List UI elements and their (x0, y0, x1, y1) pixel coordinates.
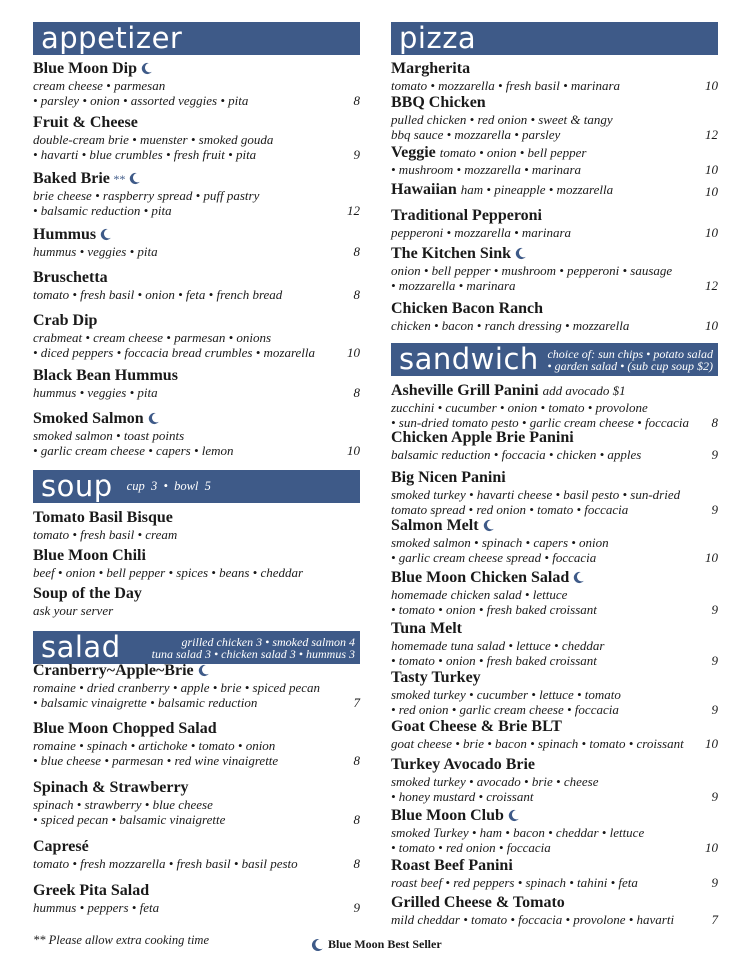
menu-item-name-row (391, 718, 718, 736)
menu-item-name: Tuna Melt (391, 620, 462, 637)
menu-item-price: 12 (705, 278, 718, 293)
menu-item-name-row (33, 312, 360, 330)
menu-item-description: • garlic cream cheese spread • foccacia (391, 550, 597, 565)
extra-time-note: ** Please allow extra cooking time (33, 933, 210, 947)
menu-item-inline-desc: tomato • onion • bell pepper (439, 145, 587, 160)
menu-item-price: 8 (353, 244, 360, 259)
menu-item-price: 8 (353, 812, 360, 827)
menu-item-name-row (391, 144, 718, 162)
menu-item-description: smoked salmon • toast points (33, 428, 185, 443)
menu-item-name-row (391, 382, 718, 400)
salad-section-title: salad (41, 630, 121, 664)
crescent-moon-icon (128, 172, 141, 185)
menu-item-name: Greek Pita Salad (33, 882, 150, 899)
menu-item-name: Hummus (33, 226, 97, 243)
menu-item-price: 9 (711, 602, 718, 617)
menu-item-name: Asheville Grill Panini (391, 382, 539, 399)
menu-item-description: bbq sauce • mozzarella • parsley (391, 127, 561, 142)
menu-item-name: Fruit & Cheese (33, 114, 138, 131)
menu-item-description: cream cheese • parmesan (33, 78, 166, 93)
soup-section-title: soup (41, 469, 113, 503)
menu-item-blue-moon-chili (33, 547, 360, 580)
menu-item-name: Veggie (391, 144, 436, 161)
menu-item-name: Baked Brie (33, 170, 110, 187)
menu-item-name: Soup of the Day (33, 585, 142, 602)
menu-item-price: 10 (705, 736, 718, 751)
menu-item-price: 9 (353, 147, 360, 162)
menu-item-price: 12 (705, 127, 718, 142)
extra-time-marker: ** (112, 172, 125, 186)
menu-item-bruschetta (33, 269, 360, 302)
menu-item-description: onion • bell pepper • mushroom • pepperoni • sausage (391, 263, 673, 278)
menu-item-description: • balsamic reduction • pita (33, 203, 172, 218)
menu-item-name-row (391, 894, 718, 912)
menu-item-name: Turkey Avocado Brie (391, 756, 536, 773)
menu-item-description: • tomato • onion • fresh baked croissant (391, 602, 597, 617)
menu-item-price: 9 (711, 653, 718, 668)
menu-item-description: beef • onion • bell pepper • spices • beans • cheddar (33, 565, 304, 580)
menu-item-tuna-melt (391, 620, 718, 668)
salad-addon-note (152, 636, 355, 660)
menu-item-name-row (391, 469, 718, 487)
menu-item-description: tomato • mozzarella • fresh basil • marinara (391, 78, 621, 93)
menu-item-blue-moon-chicken-salad (391, 569, 718, 617)
menu-item-price: 9 (711, 789, 718, 804)
menu-item-name: Tasty Turkey (391, 669, 481, 686)
menu-item-name: Chicken Bacon Ranch (391, 300, 544, 317)
menu-item-name-row (33, 60, 360, 78)
menu-item-name: Chicken Apple Brie Panini (391, 429, 574, 446)
menu-item-hummus (33, 226, 360, 259)
menu-item-soup-of-the-day (33, 585, 360, 618)
menu-item-price: 7 (711, 912, 718, 927)
salad-addon-note-line1: grilled chicken 3 • smoked salmon 4 (181, 634, 355, 649)
menu-item-goat-cheese-brie-blt (391, 718, 718, 751)
crescent-moon-icon (310, 938, 324, 952)
menu-item-price: 10 (705, 225, 718, 240)
menu-item-name: Capresé (33, 838, 89, 855)
menu-item-fruit-cheese (33, 114, 360, 162)
menu-item-description: smoked turkey • avocado • brie • cheese (391, 774, 599, 789)
menu-item-name-row (33, 269, 360, 287)
menu-item-margherita (391, 60, 718, 93)
menu-item-name-row (391, 94, 718, 112)
menu-item-name: Margherita (391, 60, 471, 77)
menu-item-name: Traditional Pepperoni (391, 207, 542, 224)
menu-item-description: tomato • fresh basil • cream (33, 527, 178, 542)
menu-item-description: mild cheddar • tomato • foccacia • provolone • havarti (391, 912, 675, 927)
menu-item-name: Roast Beef Panini (391, 857, 513, 874)
sandwich-addon-note-line1: choice of: sun chips • potato salad (547, 346, 713, 361)
menu-item-capres (33, 838, 360, 871)
menu-item-blue-moon-club (391, 807, 718, 855)
menu-item-greek-pita-salad (33, 882, 360, 915)
menu-item-description: homemade tuna salad • lettuce • cheddar (391, 638, 605, 653)
menu-item-name: Cranberry~Apple~Brie (33, 662, 194, 679)
menu-item-description: balsamic reduction • foccacia • chicken • apples (391, 447, 642, 462)
menu-item-name: Hawaiian (391, 181, 457, 198)
menu-item-salmon-melt (391, 517, 718, 565)
menu-item-name-row (33, 226, 360, 244)
menu-item-price: 10 (347, 345, 360, 360)
menu-item-name-row (391, 245, 718, 263)
menu-item-tasty-turkey (391, 669, 718, 717)
menu-item-description: crabmeat • cream cheese • parmesan • onions (33, 330, 272, 345)
menu-item-black-bean-hummus (33, 367, 360, 400)
menu-item-name: Crab Dip (33, 312, 98, 329)
crescent-moon-icon (197, 664, 210, 677)
menu-item-turkey-avocado-brie (391, 756, 718, 804)
menu-item-name-row (391, 620, 718, 638)
menu-item-chicken-apple-brie-panini (391, 429, 718, 462)
menu-item-name-row (33, 662, 360, 680)
menu-item-price: 10 (705, 550, 718, 565)
menu-item-name: Blue Moon Dip (33, 60, 138, 77)
menu-item-price: 10 (705, 162, 718, 177)
menu-item-name: Smoked Salmon (33, 410, 144, 427)
menu-item-description: • red onion • garlic cream cheese • foccacia (391, 702, 619, 717)
menu-item-blue-moon-dip (33, 60, 360, 108)
menu-item-name: BBQ Chicken (391, 94, 486, 111)
menu-item-name: Grilled Cheese & Tomato (391, 894, 565, 911)
menu-item-price: 10 (347, 443, 360, 458)
menu-item-name-row (33, 509, 360, 527)
menu-item-description: • havarti • blue crumbles • fresh fruit • pita (33, 147, 257, 162)
menu-item-bbq-chicken (391, 94, 718, 142)
menu-item-name: Salmon Melt (391, 517, 479, 534)
menu-item-name-row (391, 517, 718, 535)
menu-item-description: tomato • fresh mozzarella • fresh basil • basil pesto (33, 856, 298, 871)
menu-item-description: hummus • peppers • feta (33, 900, 160, 915)
menu-item-tomato-basil-bisque (33, 509, 360, 542)
menu-item-price: 10 (705, 78, 718, 93)
menu-item-price: 8 (353, 856, 360, 871)
soup-section-header (33, 470, 360, 503)
menu-item-description: • balsamic vinaigrette • balsamic reduction (33, 695, 258, 710)
menu-item-the-kitchen-sink (391, 245, 718, 293)
menu-item-price: 8 (353, 287, 360, 302)
pizza-section-header (391, 22, 718, 55)
menu-item-traditional-pepperoni (391, 207, 718, 240)
menu-item-name-row (391, 669, 718, 687)
menu-item-name: Big Nicen Panini (391, 469, 506, 486)
menu-item-description: zucchini • cucumber • onion • tomato • provolone (391, 400, 648, 415)
menu-item-name-row (391, 569, 718, 587)
menu-item-spinach-strawberry (33, 779, 360, 827)
menu-item-name-row (33, 114, 360, 132)
menu-item-grilled-cheese-tomato (391, 894, 718, 927)
menu-item-description: • tomato • red onion • foccacia (391, 840, 551, 855)
sandwich-section-title: sandwich (399, 342, 539, 376)
menu-item-price: 8 (711, 415, 718, 430)
menu-item-chicken-bacon-ranch (391, 300, 718, 333)
menu-item-inline-desc: add avocado $1 (542, 383, 626, 398)
menu-item-description: tomato • fresh basil • onion • feta • french bread (33, 287, 283, 302)
menu-item-name-row (391, 207, 718, 225)
soup-price-note: cup 3 • bowl 5 (126, 479, 211, 493)
menu-item-name: Spinach & Strawberry (33, 779, 189, 796)
menu-item-price: 8 (353, 385, 360, 400)
pizza-section-title: pizza (399, 21, 477, 55)
menu-item-description: tomato spread • red onion • tomato • foccacia (391, 502, 629, 517)
menu-item-description: smoked turkey • cucumber • lettuce • tomato (391, 687, 621, 702)
best-seller-label: Blue Moon Best Seller (328, 937, 442, 951)
crescent-moon-icon (514, 247, 527, 260)
menu-item-name-row (33, 779, 360, 797)
appetizer-section-title: appetizer (41, 21, 183, 55)
menu-item-name-row (33, 410, 360, 428)
salad-addon-note-line2: tuna salad 3 • chicken salad 3 • hummus 3 (151, 646, 355, 661)
menu-item-description: • mushroom • mozzarella • marinara (391, 162, 582, 177)
menu-item-name-row (33, 882, 360, 900)
menu-item-price: 10 (705, 184, 718, 199)
menu-item-description: hummus • veggies • pita (33, 385, 158, 400)
menu-item-hawaiian (391, 181, 718, 199)
menu-item-price: 8 (353, 93, 360, 108)
menu-item-description: • honey mustard • croissant (391, 789, 534, 804)
menu-item-name-row (391, 807, 718, 825)
menu-item-price: 10 (705, 840, 718, 855)
menu-item-description: hummus • veggies • pita (33, 244, 158, 259)
menu-item-description: pepperoni • mozzarella • marinara (391, 225, 572, 240)
menu-item-name-row (33, 838, 360, 856)
menu-item-crab-dip (33, 312, 360, 360)
menu-item-name-row (391, 756, 718, 774)
menu-item-price: 9 (353, 900, 360, 915)
menu-item-name: Goat Cheese & Brie BLT (391, 718, 562, 735)
menu-item-description: • sun-dried tomato pesto • garlic cream cheese • foccacia (391, 415, 690, 430)
crescent-moon-icon (147, 412, 160, 425)
menu-item-description: • garlic cream cheese • capers • lemon (33, 443, 234, 458)
crescent-moon-icon (140, 62, 153, 75)
menu-item-description: spinach • strawberry • blue cheese (33, 797, 213, 812)
menu-item-asheville-grill-panini (391, 382, 718, 430)
menu-item-description: roast beef • red peppers • spinach • tahini • feta (391, 875, 638, 890)
menu-item-description: • blue cheese • parmesan • red wine vinaigrette (33, 753, 279, 768)
crescent-moon-icon (482, 519, 495, 532)
menu-item-veggie (391, 144, 718, 177)
menu-item-blue-moon-chopped-salad (33, 720, 360, 768)
crescent-moon-icon (572, 571, 585, 584)
menu-item-name-row (33, 720, 360, 738)
menu-item-description: • spiced pecan • balsamic vinaigrette (33, 812, 226, 827)
menu-item-price: 9 (711, 875, 718, 890)
menu-item-description: ask your server (33, 603, 114, 618)
menu-item-name-row (33, 585, 360, 603)
menu-item-price: 12 (347, 203, 360, 218)
menu-item-description: smoked Turkey • ham • bacon • cheddar • lettuce (391, 825, 645, 840)
menu-item-inline-desc: ham • pineapple • mozzarella (460, 182, 614, 197)
menu-item-name: Tomato Basil Bisque (33, 509, 173, 526)
menu-item-description: • mozzarella • marinara (391, 278, 516, 293)
salad-section-header (33, 631, 360, 664)
crescent-moon-icon (507, 809, 520, 822)
sandwich-addon-note (547, 348, 713, 372)
menu-item-description: homemade chicken salad • lettuce (391, 587, 568, 602)
menu-item-name-row (33, 170, 360, 188)
crescent-moon-icon (99, 228, 112, 241)
menu-item-description: goat cheese • brie • bacon • spinach • tomato • croissant (391, 736, 684, 751)
menu-item-price: 7 (353, 695, 360, 710)
menu-item-price: 8 (353, 753, 360, 768)
menu-item-name-row (391, 181, 718, 199)
menu-item-description: pulled chicken • red onion • sweet & tangy (391, 112, 613, 127)
menu-item-name: Blue Moon Chopped Salad (33, 720, 217, 737)
menu-item-description: chicken • bacon • ranch dressing • mozzarella (391, 318, 630, 333)
menu-item-price: 9 (711, 702, 718, 717)
menu-item-description: romaine • spinach • artichoke • tomato • onion (33, 738, 276, 753)
menu-item-name-row (391, 857, 718, 875)
menu-item-name: Blue Moon Club (391, 807, 504, 824)
menu-item-price: 10 (705, 318, 718, 333)
menu-item-big-nicen-panini (391, 469, 718, 517)
menu-item-description: romaine • dried cranberry • apple • brie • spiced pecan (33, 680, 321, 695)
menu-item-price: 9 (711, 447, 718, 462)
menu-item-description: smoked turkey • havarti cheese • basil pesto • sun-dried (391, 487, 681, 502)
menu-item-roast-beef-panini (391, 857, 718, 890)
best-seller-legend (310, 937, 442, 952)
sandwich-section-header (391, 343, 718, 376)
menu-item-description: smoked salmon • spinach • capers • onion (391, 535, 609, 550)
menu-item-description: • parsley • onion • assorted veggies • pita (33, 93, 249, 108)
menu-item-description: double-cream brie • muenster • smoked gouda (33, 132, 274, 147)
menu-item-name: Blue Moon Chicken Salad (391, 569, 570, 586)
menu-item-name-row (33, 367, 360, 385)
menu-item-name-row (391, 60, 718, 78)
menu-item-cranberry-apple-brie (33, 662, 360, 710)
menu-item-name-row (391, 429, 718, 447)
menu-item-description: • tomato • onion • fresh baked croissant (391, 653, 597, 668)
menu-item-smoked-salmon (33, 410, 360, 458)
menu-item-name: Black Bean Hummus (33, 367, 178, 384)
menu-item-name: Bruschetta (33, 269, 108, 286)
menu-item-name: The Kitchen Sink (391, 245, 512, 262)
menu-item-description: • diced peppers • foccacia bread crumbles • mozarella (33, 345, 316, 360)
menu-item-name-row (391, 300, 718, 318)
menu-item-name: Blue Moon Chili (33, 547, 146, 564)
appetizer-section-header (33, 22, 360, 55)
menu-item-price: 9 (711, 502, 718, 517)
menu-item-description: brie cheese • raspberry spread • puff pastry (33, 188, 260, 203)
menu-item-baked-brie (33, 170, 360, 218)
sandwich-addon-note-line2: • garden salad • (sub cup soup $2) (547, 358, 713, 373)
menu-item-name-row (33, 547, 360, 565)
